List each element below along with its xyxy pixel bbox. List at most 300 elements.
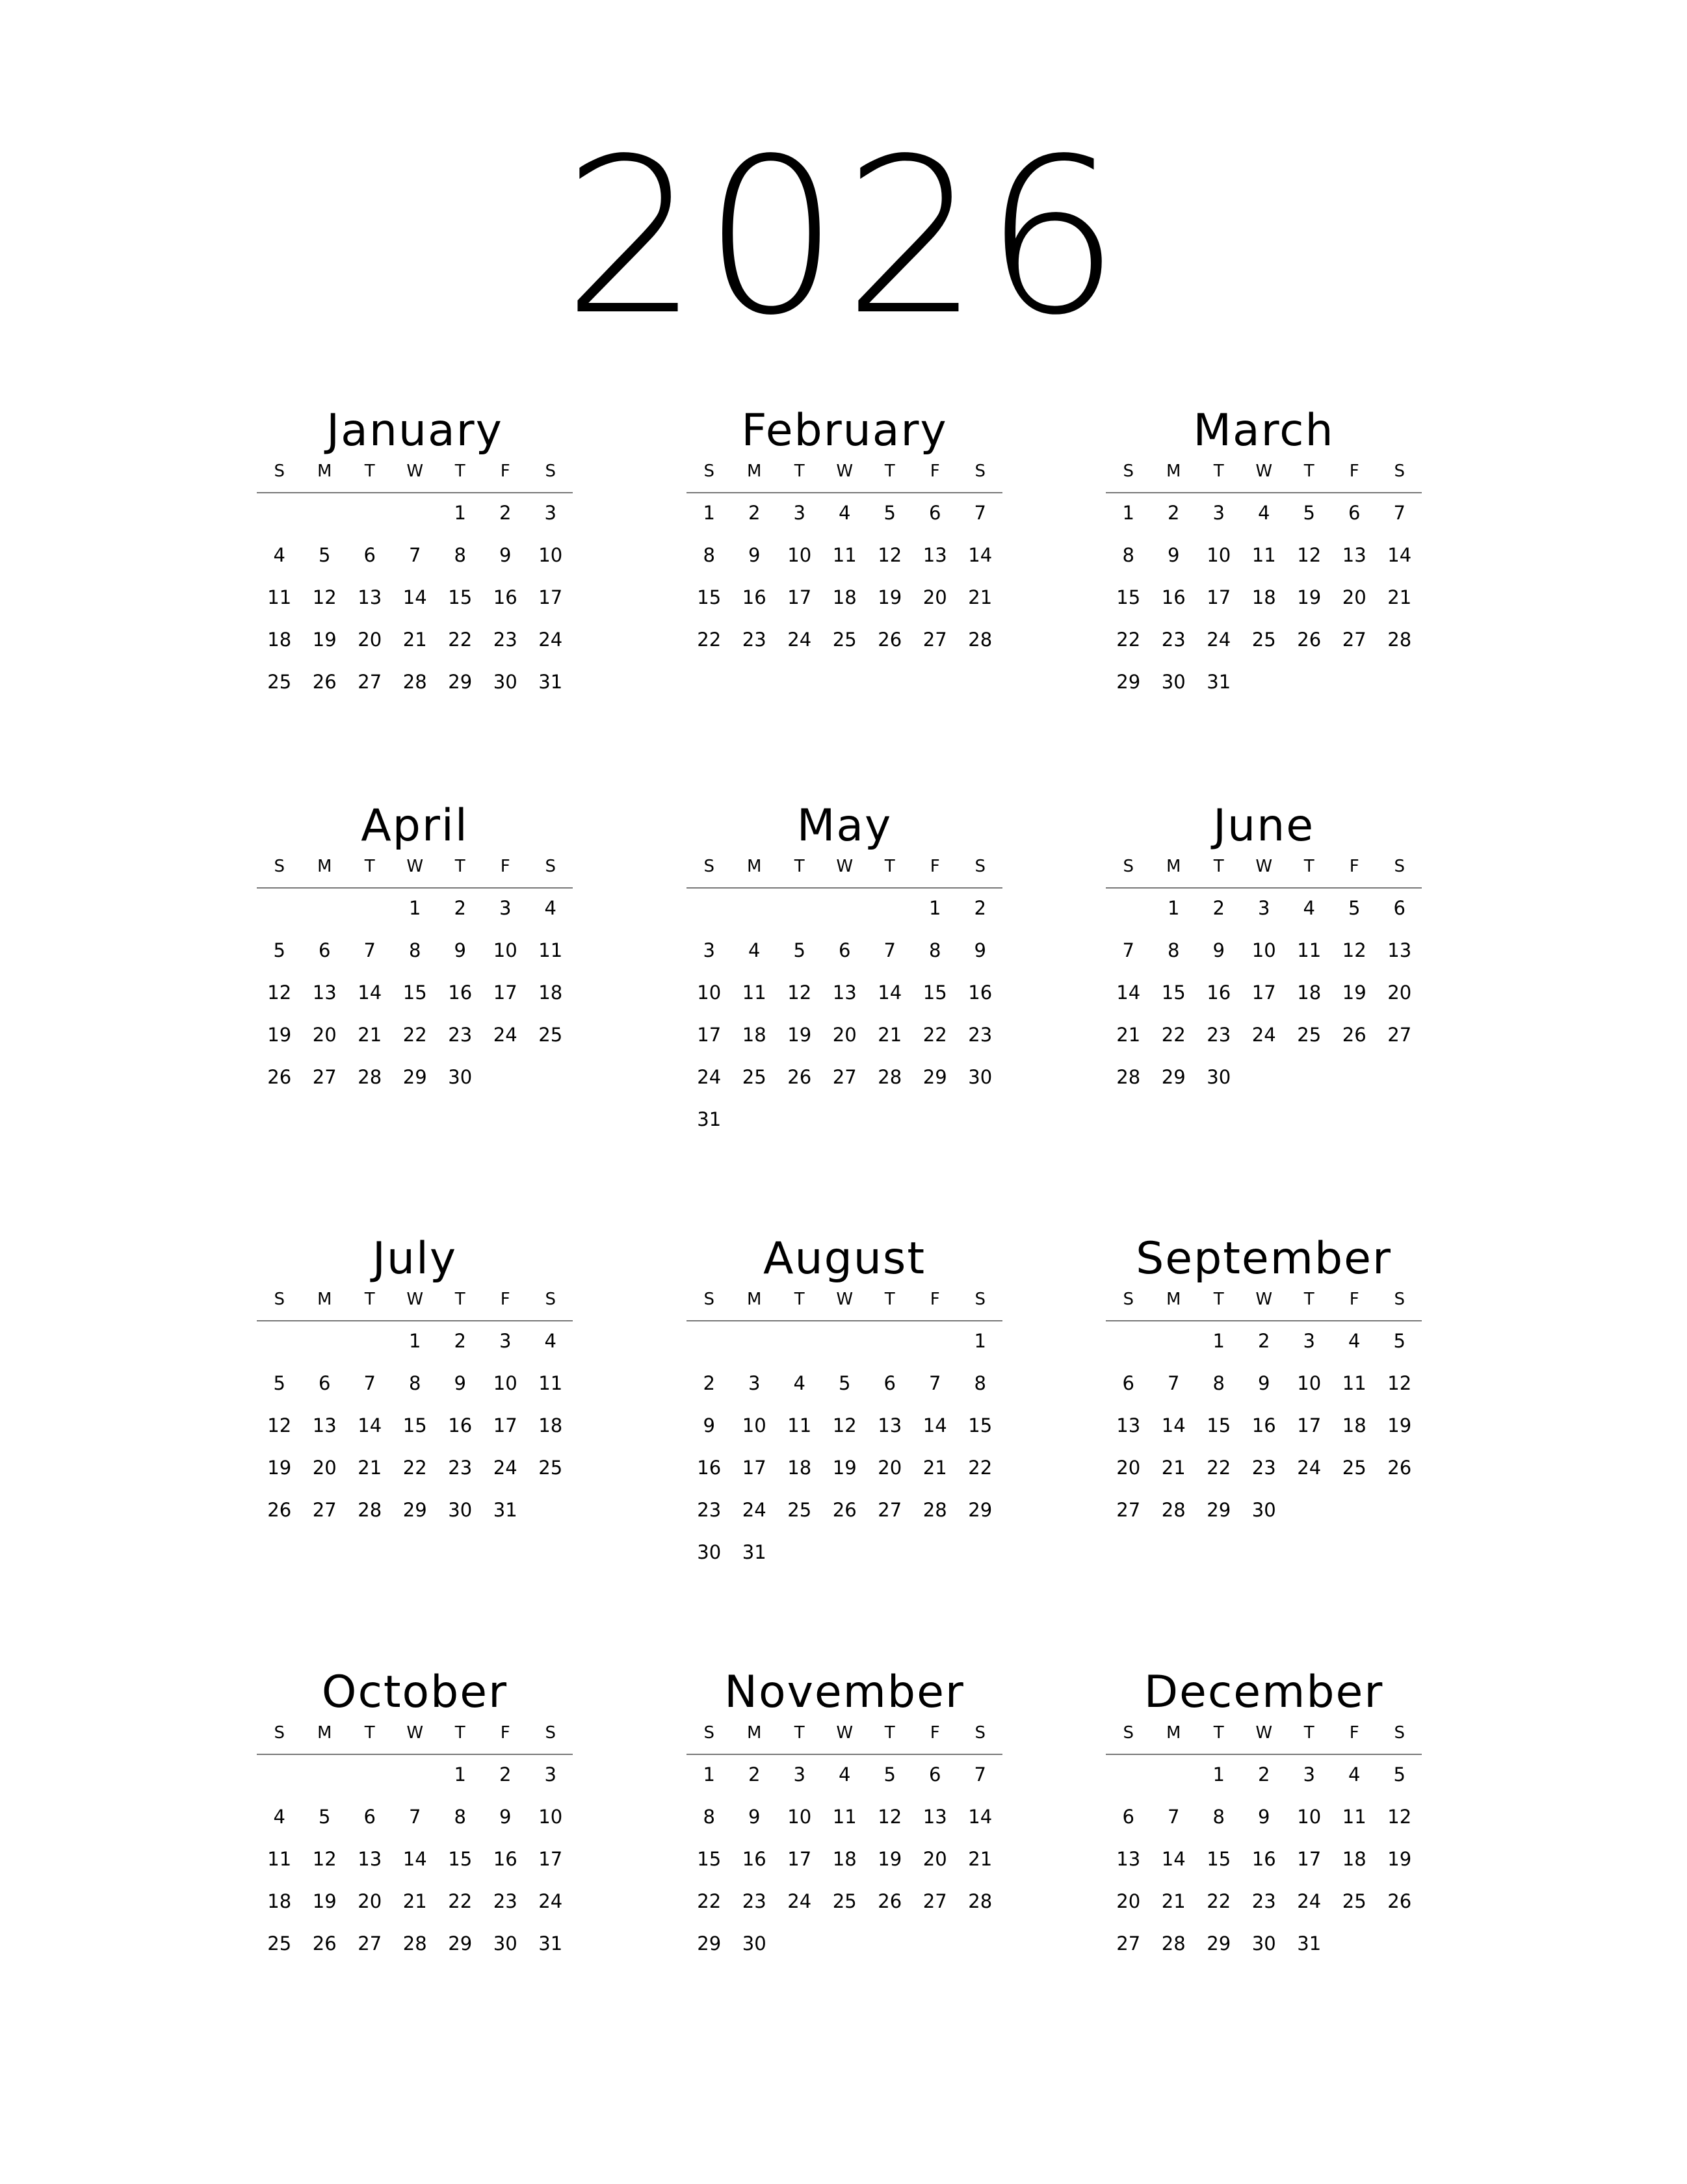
day-cell: 12 (787, 982, 812, 1004)
day-cell: 27 (1387, 1024, 1412, 1046)
day-cell: 6 (319, 1372, 331, 1394)
day-cell: 4 (839, 502, 851, 524)
day-cell: 19 (1387, 1414, 1412, 1436)
day-cell: 31 (538, 671, 563, 693)
weekday-label: T (364, 1290, 375, 1309)
day-cell: 2 (1212, 897, 1225, 919)
weekday-label: M (317, 1723, 332, 1743)
weekday-label: T (1303, 857, 1314, 876)
day-cell: 14 (1387, 544, 1412, 566)
divider (257, 887, 573, 889)
day-cell: 24 (742, 1499, 766, 1521)
day-cell: 26 (878, 629, 902, 651)
day-cell: 6 (319, 939, 331, 961)
day-cell: 29 (402, 1499, 427, 1521)
month-september (1106, 1230, 1422, 1594)
day-cell: 8 (703, 544, 715, 566)
month-july (257, 1230, 573, 1594)
day-cell: 15 (1161, 982, 1186, 1004)
day-cell: 29 (1207, 1932, 1231, 1955)
day-cell: 14 (402, 586, 427, 608)
day-cell: 19 (1297, 586, 1322, 608)
day-cell: 27 (358, 1932, 382, 1955)
day-cell: 16 (448, 1414, 473, 1436)
day-cell: 26 (787, 1066, 812, 1088)
month-may (687, 797, 1002, 1161)
day-cell: 7 (363, 939, 376, 961)
day-cell: 16 (1251, 1848, 1276, 1870)
day-cell: 27 (1116, 1499, 1141, 1521)
day-cell: 23 (448, 1024, 473, 1046)
day-cell: 1 (703, 1763, 715, 1786)
weekday-label: T (364, 462, 375, 481)
day-cell: 1 (409, 1330, 421, 1352)
weekday-label: T (1213, 857, 1224, 876)
day-cell: 6 (883, 1372, 896, 1394)
day-cell: 25 (267, 1932, 292, 1955)
day-cell: 7 (1122, 939, 1134, 961)
day-cell: 8 (409, 939, 421, 961)
day-cell: 20 (358, 1890, 382, 1912)
month-april (257, 797, 573, 1161)
day-cell: 10 (1297, 1372, 1322, 1394)
day-cell: 1 (454, 502, 466, 524)
divider (1106, 887, 1422, 889)
day-cell: 21 (402, 1890, 427, 1912)
day-cell: 18 (787, 1457, 812, 1479)
weekday-label: T (1303, 462, 1314, 481)
day-cell: 8 (1212, 1806, 1225, 1828)
day-cell: 14 (968, 544, 993, 566)
day-cell: 9 (1212, 939, 1225, 961)
day-cell: 25 (1251, 629, 1276, 651)
day-cell: 15 (448, 586, 473, 608)
day-cell: 30 (1251, 1499, 1276, 1521)
day-cell: 17 (493, 1414, 517, 1436)
day-cell: 18 (267, 1890, 292, 1912)
day-cell: 12 (312, 1848, 337, 1870)
day-cell: 23 (493, 629, 517, 651)
day-cell: 8 (454, 544, 466, 566)
day-cell: 13 (878, 1414, 902, 1436)
day-cell: 28 (878, 1066, 902, 1088)
day-cell: 20 (1116, 1890, 1141, 1912)
day-cell: 18 (1251, 586, 1276, 608)
day-cell: 25 (1297, 1024, 1322, 1046)
weekday-label: M (1166, 1290, 1181, 1309)
weekday-label: F (500, 1723, 510, 1743)
day-cell: 18 (1297, 982, 1322, 1004)
month-august (687, 1230, 1002, 1594)
day-cell: 20 (1387, 982, 1412, 1004)
day-cell: 3 (544, 1763, 556, 1786)
weekday-label: T (794, 1290, 805, 1309)
day-cell: 17 (787, 1848, 812, 1870)
weekday-label: F (1349, 857, 1359, 876)
day-cell: 11 (267, 586, 292, 608)
weekday-label: S (1394, 1723, 1405, 1743)
day-cell: 16 (493, 586, 517, 608)
month-name: November (724, 1667, 965, 1718)
day-cell: 1 (1212, 1330, 1225, 1352)
day-cell: 19 (832, 1457, 857, 1479)
day-cell: 3 (1258, 897, 1270, 919)
weekday-label: W (1255, 462, 1273, 481)
day-cell: 1 (454, 1763, 466, 1786)
day-cell: 5 (319, 544, 331, 566)
divider (1106, 1320, 1422, 1321)
day-cell: 3 (1303, 1330, 1315, 1352)
day-cell: 29 (922, 1066, 947, 1088)
day-cell: 22 (697, 629, 722, 651)
day-cell: 18 (1342, 1848, 1367, 1870)
day-cell: 15 (448, 1848, 473, 1870)
weekday-label: T (884, 1723, 895, 1743)
day-cell: 10 (697, 982, 722, 1004)
day-cell: 31 (538, 1932, 563, 1955)
day-cell: 9 (748, 544, 761, 566)
day-cell: 13 (358, 1848, 382, 1870)
weekday-label: T (884, 857, 895, 876)
day-cell: 27 (312, 1499, 337, 1521)
weekday-label: S (1123, 1290, 1134, 1309)
weekday-label: T (1303, 1723, 1314, 1743)
day-cell: 12 (1342, 939, 1367, 961)
day-cell: 27 (922, 629, 947, 651)
day-cell: 2 (1168, 502, 1180, 524)
day-cell: 22 (1161, 1024, 1186, 1046)
weekday-header (1106, 1290, 1422, 1309)
day-cell: 22 (402, 1457, 427, 1479)
day-cell: 26 (312, 1932, 337, 1955)
weekday-label: T (794, 1723, 805, 1743)
day-cell: 19 (787, 1024, 812, 1046)
day-cell: 2 (1258, 1763, 1270, 1786)
day-cell: 3 (499, 1330, 512, 1352)
day-cell: 20 (832, 1024, 857, 1046)
day-cell: 22 (1116, 629, 1141, 651)
day-cell: 27 (1116, 1932, 1141, 1955)
day-cell: 7 (974, 1763, 986, 1786)
weekday-label: S (1123, 857, 1134, 876)
day-cell: 21 (1161, 1457, 1186, 1479)
day-cell: 24 (787, 629, 812, 651)
divider (687, 492, 1002, 493)
day-cell: 22 (402, 1024, 427, 1046)
month-name: December (1144, 1667, 1384, 1718)
weekday-label: W (406, 462, 424, 481)
day-cell: 20 (922, 1848, 947, 1870)
day-cell: 2 (499, 502, 512, 524)
day-cell: 8 (1168, 939, 1180, 961)
day-cell: 10 (787, 544, 812, 566)
day-cell: 17 (697, 1024, 722, 1046)
weekday-label: S (274, 1290, 285, 1309)
day-cell: 25 (538, 1024, 563, 1046)
day-cell: 13 (1342, 544, 1367, 566)
day-cell: 11 (1251, 544, 1276, 566)
day-cell: 21 (358, 1457, 382, 1479)
month-november (687, 1663, 1002, 2027)
month-name: July (372, 1233, 458, 1284)
day-cell: 4 (273, 544, 285, 566)
day-cell: 14 (878, 982, 902, 1004)
day-cell: 13 (312, 982, 337, 1004)
day-cell: 26 (878, 1890, 902, 1912)
month-name: February (741, 405, 948, 456)
day-cell: 19 (312, 1890, 337, 1912)
day-cell: 23 (1161, 629, 1186, 651)
day-cell: 10 (742, 1414, 766, 1436)
month-march (1106, 402, 1422, 766)
weekday-label: T (794, 857, 805, 876)
month-name: March (1193, 405, 1335, 456)
weekday-header (257, 1723, 573, 1743)
weekday-label: W (1255, 1290, 1273, 1309)
day-cell: 12 (267, 1414, 292, 1436)
day-cell: 12 (878, 1806, 902, 1828)
day-cell: 5 (793, 939, 805, 961)
weekday-label: W (1255, 1723, 1273, 1743)
day-cell: 17 (1251, 982, 1276, 1004)
divider (257, 1320, 573, 1321)
day-cell: 26 (832, 1499, 857, 1521)
day-cell: 14 (1116, 982, 1141, 1004)
day-cell: 26 (1387, 1457, 1412, 1479)
day-cell: 19 (1387, 1848, 1412, 1870)
day-cell: 25 (538, 1457, 563, 1479)
day-cell: 30 (448, 1066, 473, 1088)
day-cell: 13 (312, 1414, 337, 1436)
day-cell: 21 (402, 629, 427, 651)
day-cell: 9 (499, 1806, 512, 1828)
day-cell: 17 (538, 1848, 563, 1870)
day-cell: 1 (1122, 502, 1134, 524)
day-cell: 23 (742, 629, 766, 651)
day-cell: 6 (363, 1806, 376, 1828)
day-cell: 2 (454, 897, 466, 919)
day-cell: 20 (358, 629, 382, 651)
day-cell: 20 (1342, 586, 1367, 608)
day-cell: 9 (1258, 1372, 1270, 1394)
day-cell: 9 (974, 939, 986, 961)
weekday-label: T (454, 1723, 465, 1743)
weekday-label: S (1123, 462, 1134, 481)
day-cell: 12 (832, 1414, 857, 1436)
day-cell: 25 (787, 1499, 812, 1521)
day-cell: 3 (544, 502, 556, 524)
day-cell: 16 (1161, 586, 1186, 608)
day-cell: 12 (878, 544, 902, 566)
weekday-label: W (406, 857, 424, 876)
day-cell: 9 (454, 939, 466, 961)
day-cell: 23 (697, 1499, 722, 1521)
day-cell: 27 (922, 1890, 947, 1912)
day-cell: 9 (1168, 544, 1180, 566)
day-cell: 4 (273, 1806, 285, 1828)
day-cell: 30 (493, 671, 517, 693)
day-cell: 22 (1207, 1457, 1231, 1479)
day-cell: 4 (839, 1763, 851, 1786)
day-cell: 24 (697, 1066, 722, 1088)
day-cell: 12 (1297, 544, 1322, 566)
day-cell: 7 (409, 544, 421, 566)
weekday-label: S (545, 857, 556, 876)
day-cell: 7 (363, 1372, 376, 1394)
month-january (257, 402, 573, 766)
day-cell: 11 (1297, 939, 1322, 961)
day-cell: 30 (1207, 1066, 1231, 1088)
day-cell: 12 (267, 982, 292, 1004)
day-cell: 21 (968, 586, 993, 608)
weekday-header (687, 857, 1002, 876)
day-cell: 23 (493, 1890, 517, 1912)
day-cell: 23 (968, 1024, 993, 1046)
day-cell: 31 (697, 1108, 722, 1130)
weekday-header (687, 1723, 1002, 1743)
day-cell: 11 (1342, 1372, 1367, 1394)
day-cell: 18 (1342, 1414, 1367, 1436)
day-cell: 22 (448, 1890, 473, 1912)
weekday-label: M (747, 857, 762, 876)
day-cell: 7 (1168, 1372, 1180, 1394)
day-cell: 2 (748, 502, 761, 524)
weekday-label: S (974, 1723, 986, 1743)
day-cell: 11 (538, 1372, 563, 1394)
day-cell: 27 (832, 1066, 857, 1088)
day-cell: 21 (1116, 1024, 1141, 1046)
day-cell: 10 (493, 939, 517, 961)
day-cell: 24 (493, 1457, 517, 1479)
weekday-label: T (884, 462, 895, 481)
day-cell: 9 (499, 544, 512, 566)
day-cell: 31 (742, 1541, 766, 1563)
year-title: 2026 (562, 112, 1125, 362)
day-cell: 9 (748, 1806, 761, 1828)
day-cell: 17 (1297, 1848, 1322, 1870)
day-cell: 16 (448, 982, 473, 1004)
day-cell: 3 (703, 939, 715, 961)
day-cell: 6 (929, 502, 941, 524)
day-cell: 29 (448, 1932, 473, 1955)
day-cell: 26 (312, 671, 337, 693)
day-cell: 19 (1342, 982, 1367, 1004)
day-cell: 18 (832, 586, 857, 608)
weekday-label: M (317, 857, 332, 876)
day-cell: 30 (1251, 1932, 1276, 1955)
day-cell: 5 (1393, 1763, 1406, 1786)
day-cell: 15 (968, 1414, 993, 1436)
day-cell: 4 (1348, 1330, 1361, 1352)
day-cell: 27 (358, 671, 382, 693)
weekday-label: W (406, 1723, 424, 1743)
day-cell: 30 (697, 1541, 722, 1563)
day-cell: 16 (1207, 982, 1231, 1004)
day-cell: 4 (1348, 1763, 1361, 1786)
day-cell: 29 (1116, 671, 1141, 693)
day-cell: 29 (697, 1932, 722, 1955)
month-name: October (321, 1667, 508, 1718)
weekday-label: M (747, 462, 762, 481)
day-cell: 1 (703, 502, 715, 524)
weekday-label: F (930, 1290, 940, 1309)
day-cell: 20 (922, 586, 947, 608)
day-cell: 20 (312, 1457, 337, 1479)
day-cell: 5 (883, 502, 896, 524)
divider (687, 1754, 1002, 1755)
weekday-label: W (836, 1290, 854, 1309)
day-cell: 3 (1303, 1763, 1315, 1786)
day-cell: 27 (312, 1066, 337, 1088)
day-cell: 19 (878, 1848, 902, 1870)
weekday-label: F (930, 857, 940, 876)
day-cell: 22 (697, 1890, 722, 1912)
day-cell: 20 (878, 1457, 902, 1479)
day-cell: 29 (1161, 1066, 1186, 1088)
day-cell: 28 (358, 1066, 382, 1088)
day-cell: 1 (974, 1330, 986, 1352)
weekday-label: T (364, 857, 375, 876)
weekday-label: T (1213, 462, 1224, 481)
day-cell: 21 (968, 1848, 993, 1870)
day-cell: 28 (922, 1499, 947, 1521)
day-cell: 16 (697, 1457, 722, 1479)
day-cell: 1 (1168, 897, 1180, 919)
day-cell: 3 (1212, 502, 1225, 524)
day-cell: 15 (922, 982, 947, 1004)
weekday-label: M (747, 1723, 762, 1743)
day-cell: 11 (742, 982, 766, 1004)
weekday-label: F (500, 1290, 510, 1309)
day-cell: 2 (454, 1330, 466, 1352)
day-cell: 5 (839, 1372, 851, 1394)
weekday-label: S (274, 857, 285, 876)
day-cell: 28 (968, 629, 993, 651)
divider (257, 1754, 573, 1755)
weekday-label: F (930, 462, 940, 481)
weekday-label: S (545, 1290, 556, 1309)
day-cell: 29 (448, 671, 473, 693)
day-cell: 25 (1342, 1890, 1367, 1912)
day-cell: 24 (538, 629, 563, 651)
day-cell: 17 (1207, 586, 1231, 608)
day-cell: 6 (1122, 1806, 1134, 1828)
day-cell: 23 (448, 1457, 473, 1479)
month-february (687, 402, 1002, 766)
day-cell: 27 (1342, 629, 1367, 651)
day-cell: 30 (1161, 671, 1186, 693)
weekday-label: S (274, 1723, 285, 1743)
weekday-label: T (454, 462, 465, 481)
day-cell: 16 (1251, 1414, 1276, 1436)
weekday-label: T (454, 1290, 465, 1309)
day-cell: 16 (742, 586, 766, 608)
day-cell: 19 (312, 629, 337, 651)
day-cell: 26 (1342, 1024, 1367, 1046)
day-cell: 13 (922, 1806, 947, 1828)
day-cell: 1 (409, 897, 421, 919)
day-cell: 11 (538, 939, 563, 961)
weekday-label: M (1166, 1723, 1181, 1743)
day-cell: 15 (1207, 1848, 1231, 1870)
day-cell: 14 (358, 982, 382, 1004)
day-cell: 14 (1161, 1414, 1186, 1436)
weekday-header (687, 1290, 1002, 1309)
day-cell: 8 (1122, 544, 1134, 566)
day-cell: 7 (974, 502, 986, 524)
day-cell: 30 (742, 1932, 766, 1955)
day-cell: 17 (787, 586, 812, 608)
